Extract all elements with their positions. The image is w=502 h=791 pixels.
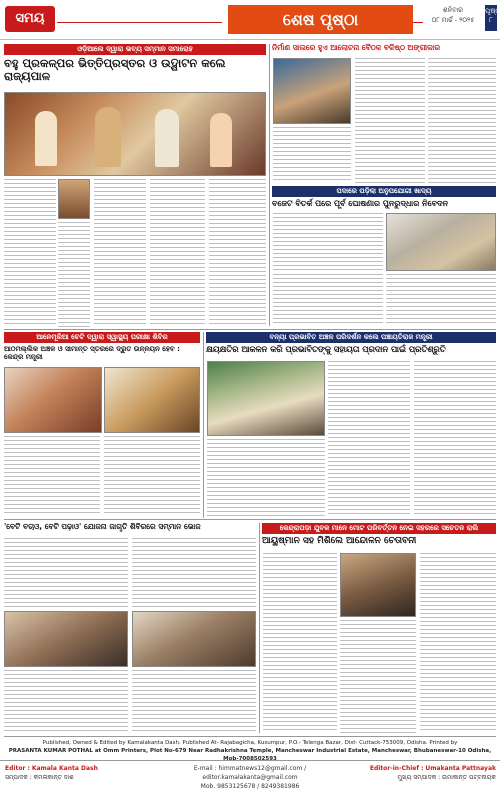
chief-label: Editor-in-Chief : [369, 765, 424, 772]
story3-photo [386, 213, 496, 271]
story7-body-col3 [420, 553, 496, 733]
story2-body-col1 [355, 58, 425, 183]
editor-name: Kamala Kanta Dash [31, 765, 98, 772]
story1-kicker: ଓଡ଼ିଆଲେ ଦ୍ୱାରା ଭବ୍ୟ ସମ୍ମାନ ସମାରୋହ [4, 44, 266, 55]
photo-figure [95, 107, 121, 167]
story7-kicker: କେନ୍ଦ୍ରାପଡ଼ା ଯୁବକ ମାନେ ମୋଟ ପରିବର୍ତ୍ତନ ନେଇ ସହରରେ ସଚେତନ ରାଲି [262, 523, 496, 534]
chief-sub: ମୁଖ୍ୟ ସମ୍ପାଦକ : ଉମାକାନ୍ତ ପଟ୍ଟନାୟକ [397, 774, 496, 781]
day-label: ଶନିବାର [442, 6, 464, 14]
chief-name: Umakanta Pattnayak [425, 765, 496, 772]
date-label: ୦୮ ମାର୍ଚ୍ଚ - ୨୦୨୫ [431, 16, 475, 24]
story6-body-col2 [132, 538, 256, 608]
story1-body-col4 [150, 179, 205, 327]
section-divider [4, 329, 496, 330]
story6-photo-1 [4, 611, 128, 667]
editor-box [5, 764, 155, 782]
editor-sub: ସମ୍ପାଦକ : କମଳାକାନ୍ତ ଦାଶ [5, 774, 74, 781]
footer [0, 760, 500, 790]
masthead [0, 0, 500, 40]
story3-body-col1 [273, 213, 383, 271]
divider [57, 22, 222, 23]
story3-body-col2 [273, 274, 383, 326]
photo-figure [155, 109, 179, 167]
story1-body-col5 [209, 179, 266, 327]
story1-body-col2 [58, 222, 90, 327]
email-text: E-mail : himmatnews12@gmail.com / editor.kamalakanta@gmail.com [193, 765, 307, 781]
story5-headline: କ୍ଷୟକ୍ଷତିର ଆକଳନ କରି ପ୍ରଭାବିତଙ୍କୁ ସହାୟତା ପ୍ରଦାନ ପାଇଁ ପ୍ରତିଶ୍ରୁତି [206, 344, 446, 354]
story2-photo [273, 58, 351, 124]
story5-body-col2 [328, 361, 410, 516]
story6-body-col3 [4, 670, 128, 732]
story3-headline: ବଜେଟ ବିତର୍କ ପରେ ପୂର୍ବ ଘୋଷଣାର ପୁନରୁଦ୍ଧାର ନିବେଦନ [272, 199, 449, 208]
story2-headline: ନିର୍ମାଣ ସାଲରେ ହୁଏ ଆଲୋଚନା ବୈଠକ ବଳିଷ୍ଠ ଅଙ୍ଗୀକାର [272, 43, 441, 52]
divider [413, 22, 423, 23]
story3-kicker: ପଦାରେ ପଡ଼ିଲା ଅନୁପଯୋଗୀ ଖାଦ୍ୟ [272, 186, 496, 197]
page-title: ଶେଷ ପୃଷ୍ଠା [228, 5, 413, 34]
story2-body-col2 [428, 58, 496, 183]
chief-editor-box [350, 764, 496, 782]
story1-body-col1 [4, 179, 56, 327]
imprint-text-1: Published, Owned & Edited by Kamalakanta Dash. Published At- Rajabagicha, Kusumpur, P.O.- Telenga Bazar, Dist- Cuttack-753009, Odisha. Printed by [42, 740, 458, 746]
story4-photo-1 [4, 367, 102, 433]
story6-body-col1 [4, 538, 128, 608]
story1-inset-photo [58, 179, 90, 219]
story1-photo [4, 92, 266, 176]
editor-label: Editor : [5, 765, 30, 772]
story5-kicker: ବନ୍ୟା ପ୍ରଭାବିତ ଅଞ୍ଚଳ ପରିଦର୍ଶନ କଲେ ପଞ୍ଚାୟତିରାଜ ମନ୍ତ୍ରୀ [206, 332, 496, 343]
story7-body-col2 [340, 620, 416, 733]
story7-body-col1 [263, 553, 337, 733]
story4-body-col1 [4, 436, 100, 516]
story2-body-col0 [273, 127, 351, 183]
newspaper-logo: ସମୟ [5, 6, 55, 32]
story3-body-col3 [386, 274, 496, 326]
story7-headline: ଆୟୁଷ୍ମାନ ସହ ମିଶିଲେ ଆନ୍ଦୋଳନ ଚେତାବନୀ [262, 536, 417, 546]
story6-headline: 'ବେଟି ବଚାଓ, ବେଟି ପଢ଼ାଓ' ଯୋଜନା ଜାଗୃତି ଶିବିରରେ ସମ୍ମାନ ଭୋଜ [4, 522, 201, 531]
photo-figure [210, 113, 232, 167]
section-divider [4, 519, 496, 520]
contact-box [160, 764, 340, 791]
dateline [424, 5, 482, 25]
story1-headline: ବହୁ ପ୍ରକଳ୍ପର ଭିତ୍ତିପ୍ରସ୍ତର ଓ ଉଦ୍ଘାଟନ କଲେ ରାଜ୍ୟପାଳ [4, 56, 226, 84]
photo-figure [35, 111, 57, 166]
story5-photo [207, 361, 325, 436]
imprint-text-2: PRASANTA KUMAR POTHAL at Omm Printers, Plot No-679 Near Radhakrishna Temple, Mancheswar Industrial Estate, Mancheswar, Bhubaneswar-10 Odisha, Mob-7008502593 [8, 748, 492, 762]
mobile-text: Mob. 9853125678 / 8249381986 [200, 783, 300, 790]
story5-body-col3 [414, 361, 496, 516]
imprint-line [4, 736, 496, 763]
story4-kicker: ଆନେମୂରିଆ ଚେଟି ଦ୍ୱାରା ସ୍ୱାସ୍ଥ୍ୟ ପରୀକ୍ଷା ଶିବିର [4, 332, 200, 343]
column-divider [259, 523, 260, 733]
page-number-badge: ପୃଷ୍ଠା ୮ [485, 5, 497, 31]
story1-body-col3 [94, 179, 146, 327]
story4-headline: ଆଠମଲ୍ଲିକ ଅଞ୍ଚଳ ଓ ସୀମାନ୍ତ ସ୍ତରରେ ଦ୍ରୁତ ଉନ୍ନୟନ ହେବ : କେନ୍ଦ୍ର ମନ୍ତ୍ରୀ [4, 345, 180, 362]
story5-body-col1 [207, 439, 325, 516]
column-divider [269, 44, 270, 326]
story4-body-col2 [104, 436, 200, 516]
story7-photo [340, 553, 416, 617]
story4-photo-2 [104, 367, 200, 433]
story6-body-col4 [132, 670, 256, 732]
column-divider [203, 332, 204, 518]
story6-photo-2 [132, 611, 256, 667]
